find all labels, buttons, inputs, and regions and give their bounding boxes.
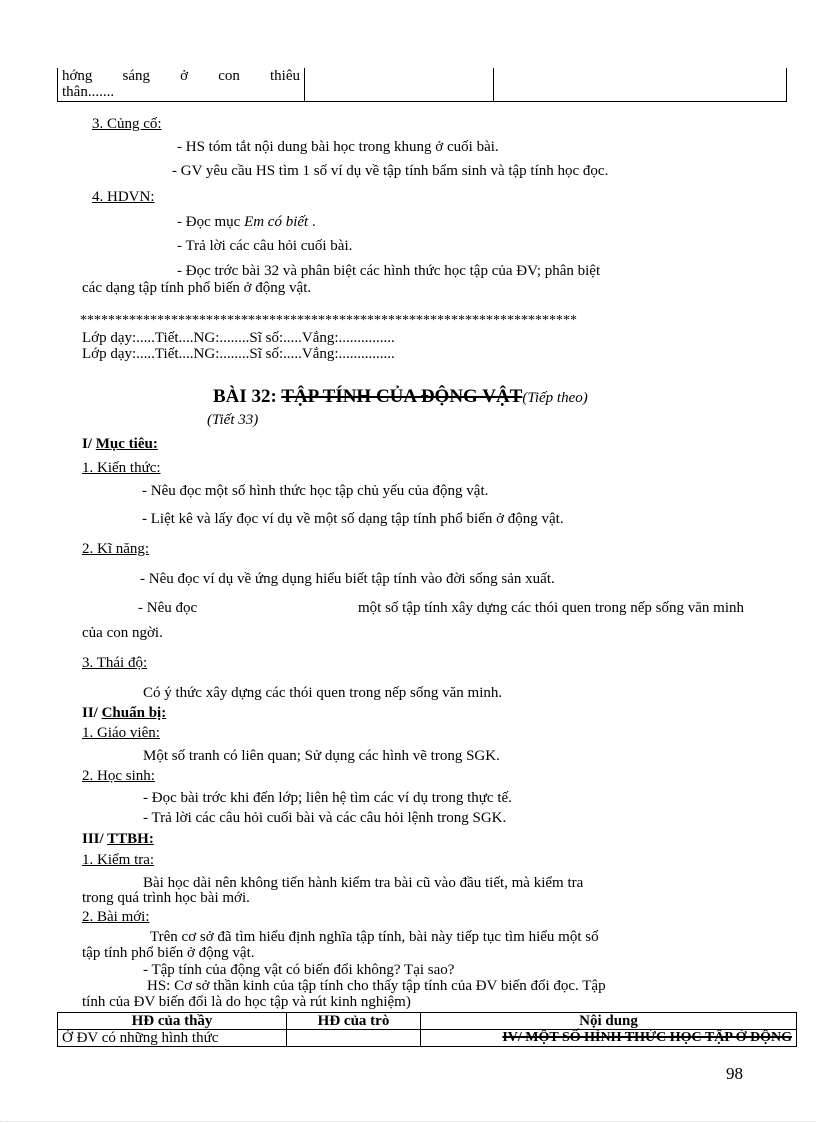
muc-tieu-heading: I/ Mục tiêu:	[82, 436, 158, 452]
ki-nang-item-2-line2: của con ngời.	[82, 625, 163, 641]
top-table-cell-3	[494, 68, 787, 102]
top-table-cell-1-line1: hớng sáng ở con thiêu	[62, 68, 300, 84]
ttbh-heading: III/ TTBH:	[82, 831, 154, 847]
ki-nang-heading: 2. Kĩ năng:	[82, 541, 150, 557]
header-content: Nội dung	[421, 1013, 797, 1030]
bai-moi-line-3: - Tập tính của động vật có biến đổi không? Tại sao?	[143, 962, 455, 978]
header-teacher: HĐ của thầy	[58, 1013, 287, 1030]
hoc-sinh-heading: 2. Học sinh:	[82, 768, 155, 784]
activity-table-header-row	[58, 1013, 797, 1030]
row1-teacher-cell: Ở ĐV có những hình thức	[58, 1030, 287, 1047]
row1-student-cell	[287, 1030, 421, 1047]
hdvn-item-2: - Trả lời các câu hỏi cuối bài.	[177, 238, 353, 254]
header-student: HĐ của trò	[287, 1013, 421, 1030]
cung-co-heading: 3. Củng cố:	[92, 116, 162, 132]
hdvn-item-3-line2: các dạng tập tính phổ biến ở động vật.	[82, 280, 312, 296]
page-bottom-rule	[0, 1121, 816, 1122]
star-separator: ***********************************************************************	[80, 313, 577, 328]
lesson-title: BÀI 32: TẬP TÍNH CỦA ĐỘNG VẬT(Tiếp theo)	[213, 386, 588, 407]
page-number: 98	[726, 1064, 743, 1083]
kien-thuc-item-1: - Nêu đọc một số hình thức học tập chủ yếu của động vật.	[142, 483, 489, 499]
hdvn-item-3-line1: - Đọc trớc bài 32 và phân biệt các hình thức học tập của ĐV; phân biệt	[177, 263, 601, 279]
thai-do-item: Có ý thức xây dựng các thói quen trong nếp sống văn minh.	[143, 685, 503, 701]
bai-moi-line-4: HS: Cơ sở thần kinh của tập tính cho thấy tập tính của ĐV biến đổi đọc. Tập	[147, 978, 606, 994]
giao-vien-heading: 1. Giáo viên:	[82, 725, 160, 741]
row1-content-cell: IV/ MỘT SỐ HÌNH THỨC HỌC TẬP Ở ĐỘNG	[421, 1030, 797, 1047]
kiem-tra-line-2: trong quá trình học bài mới.	[82, 890, 250, 906]
bai-moi-line-1: Trên cơ sở đã tìm hiểu định nghĩa tập tính, bài này tiếp tục tìm hiểu một số	[150, 929, 599, 945]
kien-thuc-item-2: - Liệt kê và lấy đọc ví dụ về một số dạng tập tính phổ biến ở động vật.	[142, 511, 564, 527]
activity-table	[57, 1012, 797, 1047]
lesson-period: (Tiết 33)	[207, 412, 259, 428]
ki-nang-item-1: - Nêu đọc ví dụ về ứng dụng hiểu biết tập tính vào đời sống sản xuất.	[140, 571, 555, 587]
hdvn-item-1: - Đọc mục Em có biết .	[177, 214, 316, 230]
top-table-cell-2	[305, 68, 494, 102]
class-line-1: Lớp dạy:.....Tiết....NG:........Sĩ số:.....Vắng:...............	[82, 330, 395, 346]
cung-co-item-1: - HS tóm tắt nội dung bài học trong khung ở cuối bài.	[177, 139, 499, 155]
top-table-cell-1-line2: thân.......	[62, 84, 115, 100]
ki-nang-item-2-line1: - Nêu đọc một số tập tính xây dựng các thói quen trong nếp sống văn minh	[138, 600, 744, 616]
top-table-cell-1	[58, 68, 305, 102]
hdvn-heading: 4. HDVN:	[92, 189, 155, 205]
thai-do-heading: 3. Thái độ:	[82, 655, 148, 671]
lesson-title-main: TẬP TÍNH CỦA ĐỘNG VẬT	[281, 386, 523, 407]
chuan-bi-heading: II/ Chuẩn bị:	[82, 705, 167, 721]
kiem-tra-line-1: Bài học dài nên không tiến hành kiểm tra bài cũ vào đầu tiết, mà kiểm tra	[143, 875, 584, 891]
hoc-sinh-item-2: - Trả lời các câu hỏi cuối bài và các câu hỏi lệnh trong SGK.	[143, 810, 507, 826]
em-co-biet-text: Em có biết	[244, 214, 309, 230]
cung-co-item-2: - GV yêu cầu HS tìm 1 số ví dụ về tập tính bẩm sinh và tập tính học đọc.	[172, 163, 609, 179]
bai-moi-heading: 2. Bài mới:	[82, 909, 150, 925]
class-line-2: Lớp dạy:.....Tiết....NG:........Sĩ số:.....Vắng:...............	[82, 346, 395, 362]
bai-moi-line-2: tập tính phổ biến ở động vật.	[82, 945, 255, 961]
kiem-tra-heading: 1. Kiểm tra:	[82, 852, 155, 868]
activity-table-row	[58, 1030, 797, 1047]
bai-moi-line-5: tính của ĐV biến đổi là do học tập và rút kinh nghiệm)	[82, 994, 411, 1010]
hoc-sinh-item-1: - Đọc bài trớc khi đến lớp; liên hệ tìm các ví dụ trong thực tế.	[143, 790, 512, 806]
giao-vien-item: Một số tranh có liên quan; Sử dụng các hình vẽ trong SGK.	[143, 748, 500, 764]
top-table	[57, 68, 787, 102]
kien-thuc-heading: 1. Kiến thức:	[82, 460, 161, 476]
